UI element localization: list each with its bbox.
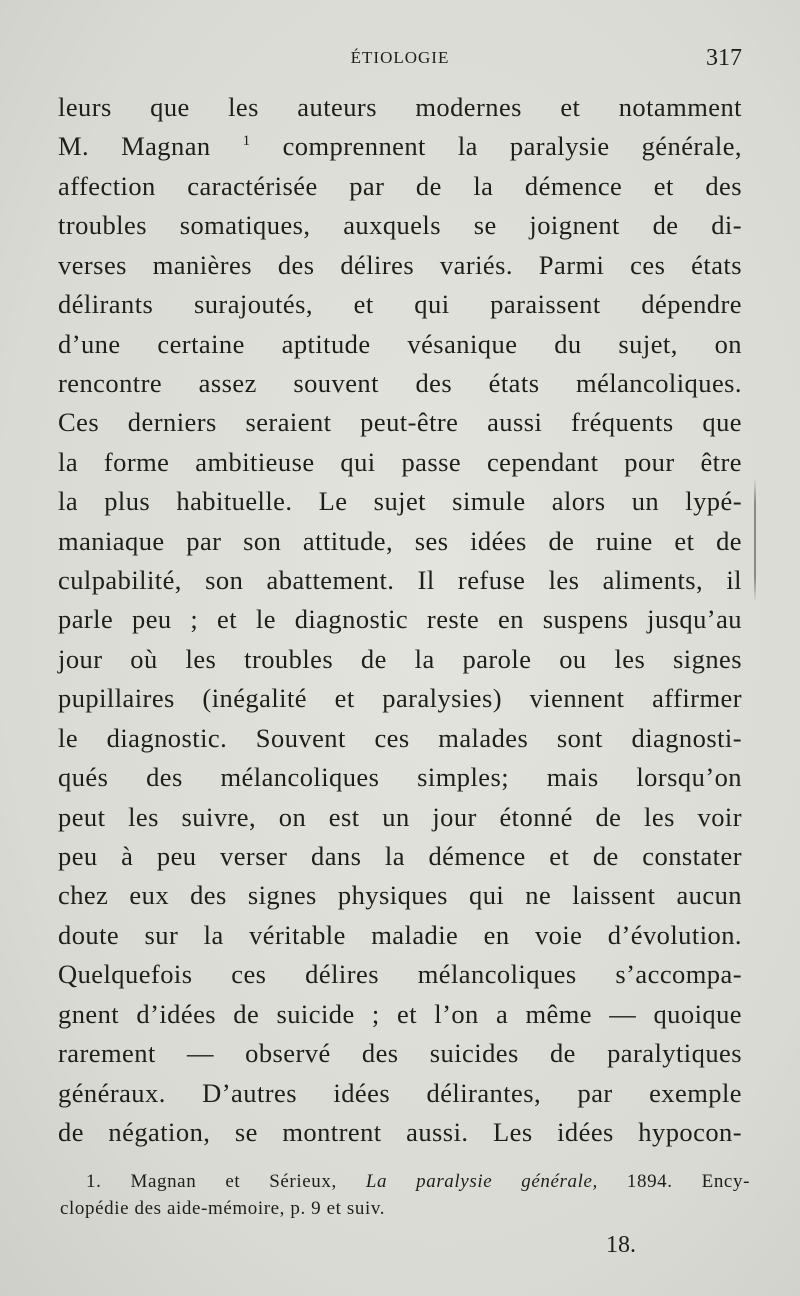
body-text xyxy=(58,88,742,1152)
footnote-citation-end: 1894. Ency- xyxy=(626,1171,750,1192)
page-number: 317 xyxy=(706,45,742,71)
footnote-marker: 1 xyxy=(242,133,251,150)
text-line: gnent d’idées de suicide ; et l’on a même — quoique xyxy=(58,998,742,1029)
footnotes xyxy=(60,1168,750,1222)
text-line: culpabilité, son abattement. Il refuse les aliments, il xyxy=(58,565,742,596)
text-line: de négation, se montrent aussi. Les idées hypocon- xyxy=(58,1116,742,1147)
running-head xyxy=(58,45,742,74)
footnote-book-title: La paralysie générale, xyxy=(365,1171,598,1192)
text-line: affection caractérisée par de la démence et des xyxy=(58,170,742,201)
text-line: pupillaires (inégalité et paralysies) viennent affirmer xyxy=(58,683,742,714)
text-line: leurs que les auteurs modernes et notamment xyxy=(58,92,742,122)
text-line: troubles somatiques, auxquels se joignent de di- xyxy=(58,210,742,241)
text-line: délirants surajoutés, et qui paraissent dépendre xyxy=(58,289,742,320)
text-line: verses manières des délires variés. Parmi ces états xyxy=(58,249,742,280)
text-line: la forme ambitieuse qui passe cependant pour être xyxy=(58,446,742,477)
text-line: généraux. D’autres idées délirantes, par exemple xyxy=(58,1077,742,1108)
text-line: Ces derniers seraient peut-être aussi fréquents que xyxy=(58,407,742,438)
text-line-end: comprennent la paralysie générale, xyxy=(282,131,742,162)
text-line: la plus habituelle. Le sujet simule alors un lypé- xyxy=(58,486,742,517)
text-line: rencontre assez souvent des états mélancoliques. xyxy=(58,367,742,398)
text-line: d’une certaine aptitude vésanique du sujet, on xyxy=(58,328,742,359)
signature-mark: 18. xyxy=(606,1232,636,1258)
text-line-start: M. Magnan xyxy=(58,131,211,162)
text-line: rarement — observé des suicides de paralytiques xyxy=(58,1038,742,1069)
text-line: jour où les troubles de la parole ou les signes xyxy=(58,643,742,674)
text-line: Quelquefois ces délires mélancoliques s’accompa- xyxy=(58,959,742,990)
text-line: le diagnostic. Souvent ces malades sont diagnosti- xyxy=(58,722,742,753)
text-line: doute sur la véritable maladie en voie d’évolution. xyxy=(58,919,742,950)
text-line: maniaque par son attitude, ses idées de ruine et de xyxy=(58,525,742,556)
text-line: parle peu ; et le diagnostic reste en suspens jusqu’au xyxy=(58,604,742,635)
running-title: ÉTIOLOGIE xyxy=(350,48,450,67)
text-line xyxy=(58,127,742,166)
page-edge-mark xyxy=(754,478,756,602)
footnote-citation: 1. Magnan et Sérieux, xyxy=(86,1171,337,1192)
footnote-line: clopédie des aide-mémoire, p. 9 et suiv. xyxy=(60,1198,386,1219)
footnote-line xyxy=(60,1168,750,1195)
text-line: chez eux des signes physiques qui ne laissent aucun xyxy=(58,880,742,911)
text-line: peu à peu verser dans la démence et de constater xyxy=(58,841,742,872)
text-line: peut les suivre, on est un jour étonné de les voir xyxy=(58,801,742,832)
text-line: qués des mélancoliques simples; mais lorsqu’on xyxy=(58,762,742,793)
